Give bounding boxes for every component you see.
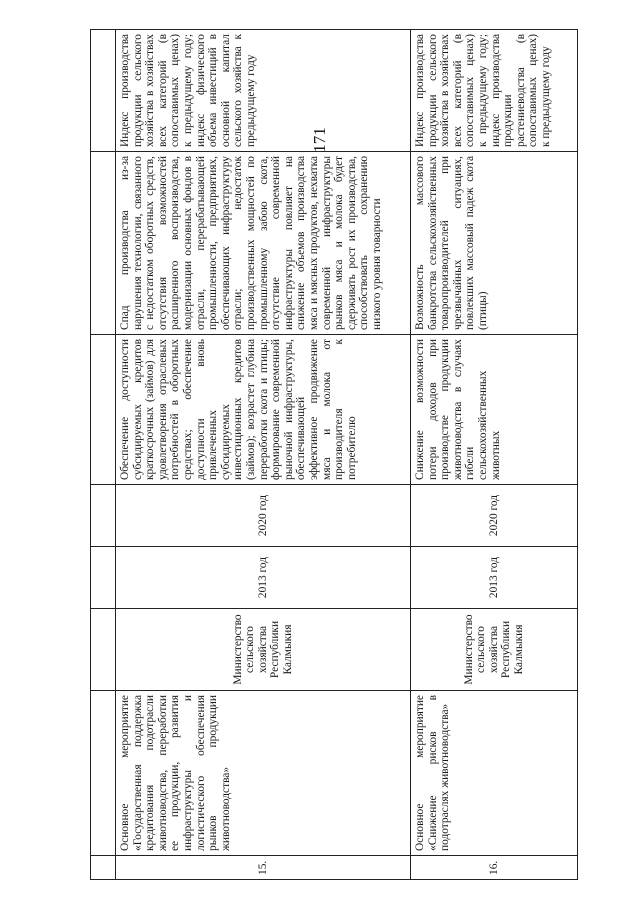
executor: Министерство сельского хозяйства Республики Калмыкия [116,609,411,691]
blank-cell [91,856,116,880]
rotated-table-container [90,30,590,880]
expected-result: Снижение возможности потери доходов при производстве продукции животноводства в случаях гибели сельскохозяйственных животных [411,335,578,485]
row-number: 16. [411,856,578,880]
blank-cell [91,30,116,152]
consequences: Спад производства из-за нарушения технологии, связанного с недостатком оборотных средств, отсутствия возможностей расширенного воспроизводства, модернизации основных фондов в отрасли, перерабатывающей промышленности, предприятиях, обеспечивающих инфраструктуру отрасли; недостаток производственных мощностей по промышленному забою скота, отсутствие современной инфраструктуры повлияет на снижение объемов производства мяса и мясных продуктов, нехватка современной инфраструктуры рынков мяса и молока будет сдерживать рост их производства, способствовать сохранению низкого уровня товарности [116,152,411,335]
blank-cell [91,152,116,335]
blank-cell [91,609,116,691]
indicators: Индекс производства продукции сельского хозяйства в хозяйствах всех категорий (в сопоставимых ценах) к предыдущему году; индекс физического объема инвестиций в основной капитал сельского хозяйства к предыдущему году [116,30,411,152]
blank-cell [91,485,116,547]
executor: Министерство сельского хозяйства Республики Калмыкия [411,609,578,691]
consequences: Возможность массового банкротства сельскохозяйственных товаропроизводителей при чрезвычайных ситуациях, повлекших массовый падеж скота (птицы) [411,152,578,335]
row-number: 15. [116,856,411,880]
table-top-row [91,30,116,880]
table-row [411,30,578,880]
expected-result: Обеспечение доступности субсидируемых кредитов краткосрочных (займов) для удовлетворения отраслевых потребностей в оборотных средствах; обеспечение доступности вновь привлеченных субсидируемых инвестиционных кредитов (займов); возрастет глубина переработки скота и птицы; формирование современной рыночной инфраструктуры, обеспечивающей эффективное продвижение мяса и молока от производителя к потребителю [116,335,411,485]
indicators: Индекс производства продукции сельского хозяйства в хозяйствах всех категорий (в сопоставимых ценах) к предыдущему году; индекс производства продукции растениеводства (в сопоставимых ценах) к предыдущему году [411,30,578,152]
blank-cell [91,547,116,609]
activity-name: Основное мероприятие «Государственная поддержка кредитования подотрасли животноводства, переработки ее продукции, развития инфраструктуры и логистического обеспечения рынков продукции животноводства» [116,691,411,856]
activity-name: Основное мероприятие «Снижение рисков в подотраслях животноводства» [411,691,578,856]
blank-cell [91,691,116,856]
table-row [116,30,411,880]
page-number: 171 [310,127,329,153]
program-activities-table [90,29,578,880]
end-year: 2020 год [116,485,411,547]
end-year: 2020 год [411,485,578,547]
blank-cell [91,335,116,485]
start-year: 2013 год [411,547,578,609]
start-year: 2013 год [116,547,411,609]
